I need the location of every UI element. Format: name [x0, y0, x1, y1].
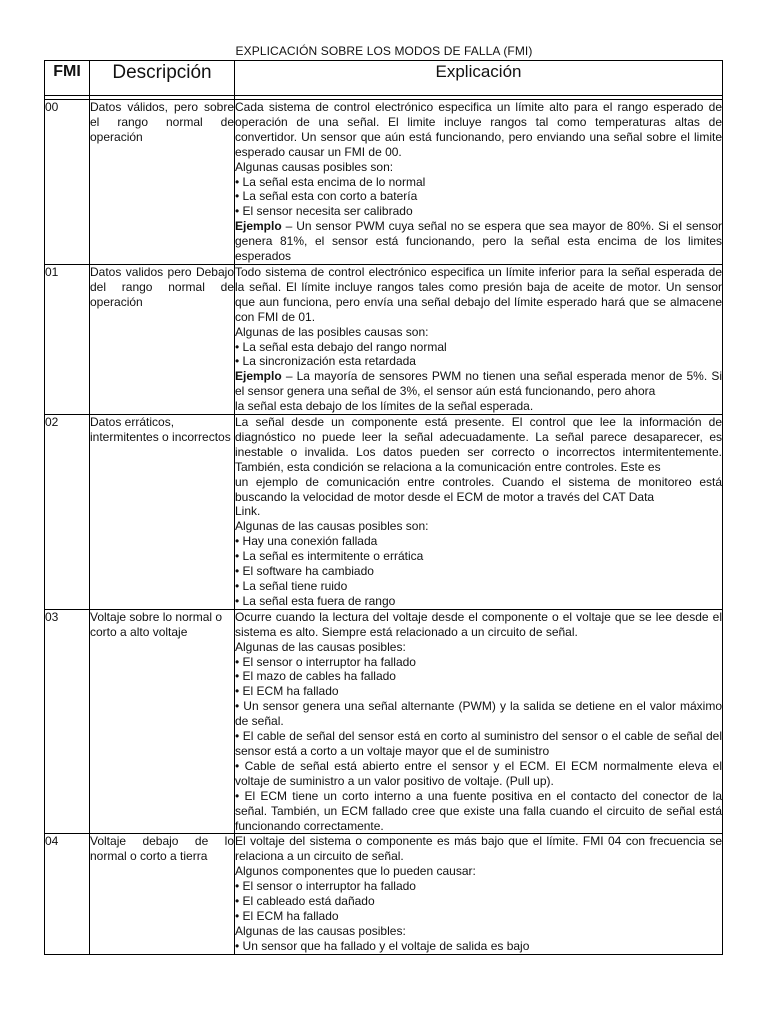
fmi-table — [44, 60, 723, 955]
cause-item: • El cable de señal del sensor está en corto al suministro del sensor o el cable de señal del sensor está a corto a un voltaje mayor que el de suministro — [235, 729, 722, 758]
example-paragraph — [235, 219, 722, 264]
table-row — [45, 834, 723, 954]
fmi-code: 01 — [45, 264, 90, 414]
explanation-paragraph: Cada sistema de control electrónico especifica un límite alto para el rango esperado de operación de una señal. El limite incluye rangos tal como temperaturas altas de convertidor. Un sensor que aún está funcionando, pero enviando una señal sobre el limite esperado causar un FMI de 00. — [235, 100, 722, 159]
cause-item: • El cableado está dañado — [235, 894, 375, 909]
explanation-tail: la señal esta debajo de los límites de la señal esperada. — [235, 399, 534, 414]
table-header-row — [45, 61, 723, 96]
cause-item: • Un sensor que ha fallado y el voltaje de salida es bajo — [235, 938, 530, 953]
explanation-paragraph: Ocurre cuando la lectura del voltaje desde el componente o el voltaje que se lee desde el sistema es alto. Siempre está relacionado a un circuito de señal. — [235, 609, 722, 639]
causes-title: Algunas causas posibles son: — [235, 159, 394, 174]
explanation-paragraph: Link. — [235, 504, 261, 519]
fmi-description — [90, 609, 235, 834]
cause-item: • El sensor necesita ser calibrado — [235, 204, 413, 219]
cause-item: • La señal esta debajo del rango normal — [235, 339, 447, 354]
table-row — [45, 264, 723, 414]
cause-item: • Cable de señal está abierto entre el sensor y el ECM. El ECM normalmente eleva el voltaje de suministro a un valor positivo de voltaje. (Pull up). — [235, 758, 722, 788]
fmi-code: 00 — [45, 100, 90, 265]
explanation-paragraph: Todo sistema de control electrónico especifica un límite inferior para la señal esperada de la señal. El límite incluye rangos tales como presión baja de aceite de motor. Un sensor que aun funciona, pero envía una señal debajo del límite esperado hará que se almacene con FMI de 01. — [235, 264, 722, 324]
causes-title: Algunos componentes que lo pueden causar: — [235, 864, 476, 879]
causes-title: Algunas de las causas posibles son: — [235, 519, 429, 534]
fmi-explanation — [235, 415, 723, 610]
cause-item: • El ECM ha fallado — [235, 684, 339, 699]
explanation-paragraph: El voltaje del sistema o componente es más bajo que el límite. FMI 04 con frecuencia se relaciona a un circuito de señal. — [235, 834, 722, 864]
cause-item: • Un sensor genera una señal alternante (PWM) y la salida se detiene en el valor máximo de señal. — [235, 699, 722, 729]
document-title: EXPLICACIÓN SOBRE LOS MODOS DE FALLA (FMI) — [235, 44, 533, 58]
description-text: corto a alto voltaje — [90, 624, 188, 639]
header-descripcion: Descripción — [90, 61, 235, 96]
fmi-code: 04 — [45, 834, 90, 954]
example-label: Ejemplo — [235, 219, 282, 234]
fmi-explanation — [235, 609, 723, 834]
cause-item: • La señal es intermitente o errática — [235, 549, 424, 564]
table-row — [45, 415, 723, 610]
cause-item: • El sensor o interruptor ha fallado — [235, 879, 416, 894]
example-paragraph — [235, 369, 722, 399]
example-label: Ejemplo — [235, 369, 282, 384]
fmi-explanation — [235, 100, 723, 265]
fmi-code: 03 — [45, 609, 90, 834]
causes-title: Algunas de las posibles causas son: — [235, 324, 429, 339]
description-text: Voltaje sobre lo normal o — [90, 609, 223, 624]
example-text: – Un sensor PWM cuya señal no se espera que sea mayor de 80%. Si el sensor genera 81%, el sensor está funcionando, pero la señal esta encima de los limites esperados — [235, 219, 722, 264]
cause-item: • Hay una conexión fallada — [235, 534, 378, 549]
fmi-explanation — [235, 264, 723, 414]
cause-item: • La señal esta con corto a batería — [235, 189, 418, 204]
cause-item: • El mazo de cables ha fallado — [235, 669, 396, 684]
cause-item: • El ECM tiene un corto interno a una fuente positiva en el contacto del conector de la señal. También, un ECM fallado cree que existe una falla cuando el circuito de señal está funcionando correctamente. — [235, 788, 722, 833]
cause-item: • El software ha cambiado — [235, 564, 374, 579]
table-row — [45, 100, 723, 265]
causes-title: Algunas de las causas posibles: — [235, 639, 406, 654]
explanation-paragraph: un ejemplo de comunicación entre controles. Cuando el sistema de monitoreo está buscando la velocidad de motor desde el ECM de motor a través del CAT Data — [235, 474, 722, 504]
fmi-description: Datos validos pero Debajo del rango normal de operación — [90, 264, 235, 414]
fmi-description: Datos erráticos, intermitentes o incorrectos — [90, 415, 235, 610]
causes-title: Algunas de las causas posibles: — [235, 923, 406, 938]
table-row — [45, 609, 723, 834]
example-text: – La mayoría de sensores PWM no tienen una señal esperada menor de 5%. Si el sensor genera una señal de 3%, el sensor aún está funcionando, pero ahora — [235, 369, 722, 399]
fmi-description: Datos válidos, pero sobre el rango normal de operación — [90, 100, 235, 265]
header-fmi: FMI — [45, 61, 90, 96]
fmi-explanation — [235, 834, 723, 954]
cause-item: • El ECM ha fallado — [235, 908, 339, 923]
header-explicacion: Explicación — [235, 61, 723, 96]
cause-item: • La señal esta encima de lo normal — [235, 174, 426, 189]
cause-item: • La señal tiene ruido — [235, 579, 348, 593]
cause-item: • La sincronización esta retardada — [235, 354, 416, 369]
fmi-description: Voltaje debajo de lo normal o corto a tierra — [90, 834, 235, 954]
fmi-code: 02 — [45, 415, 90, 610]
cause-item: • El sensor o interruptor ha fallado — [235, 654, 416, 669]
explanation-paragraph: La señal desde un componente está presente. El control que lee la información de diagnóstico no puede leer la señal adecuadamente. La señal parece desaparecer, es inestable o invalida. Los datos pueden ser correcto o incorrectos intermitentemente. También, esta condición se relaciona a la comunicación entre controles. Este es — [235, 415, 722, 474]
cause-item: • La señal esta fuera de rango — [235, 593, 396, 608]
